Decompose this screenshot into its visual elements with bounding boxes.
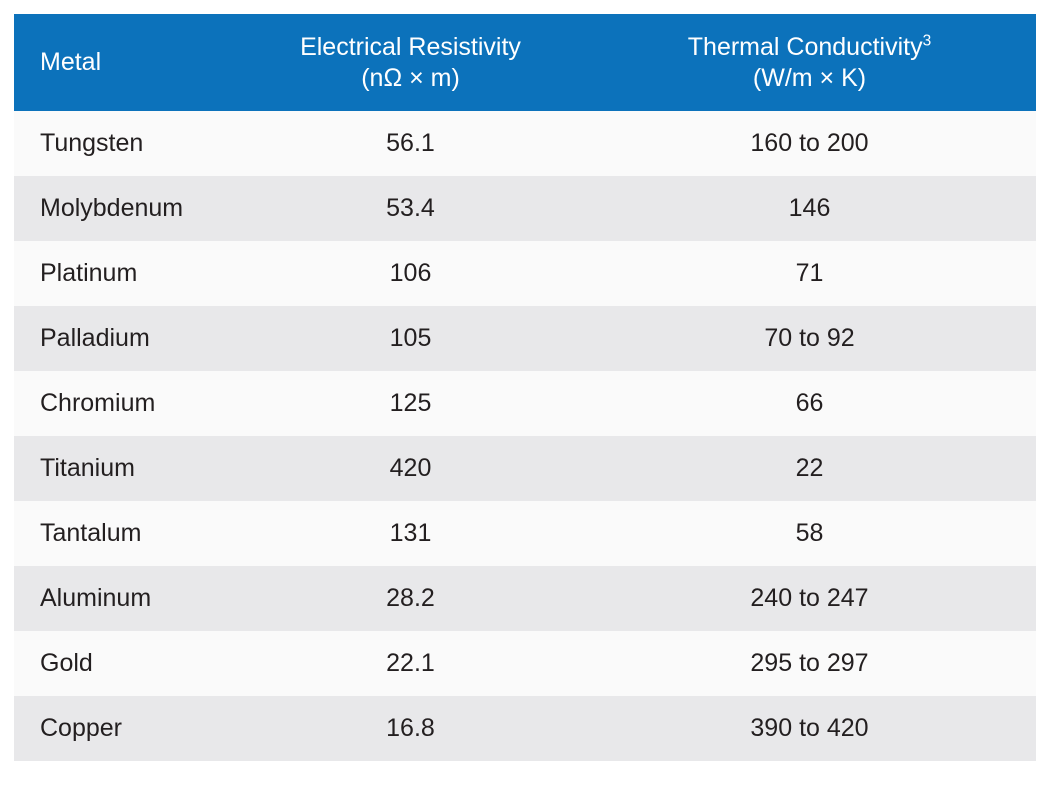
cell-conductivity: 22 (583, 436, 1036, 501)
cell-metal: Molybdenum (14, 176, 238, 241)
column-header-conductivity-footnote: 3 (922, 32, 932, 50)
column-header-metal (14, 14, 238, 111)
cell-resistivity: 125 (238, 371, 583, 436)
cell-conductivity: 160 to 200 (583, 111, 1036, 176)
cell-metal: Titanium (14, 436, 238, 501)
column-header-conductivity-unit: (W/m × K) (752, 63, 867, 92)
cell-resistivity: 105 (238, 306, 583, 371)
table-row (14, 696, 1036, 761)
table-row (14, 176, 1036, 241)
cell-metal: Aluminum (14, 566, 238, 631)
cell-conductivity: 66 (583, 371, 1036, 436)
column-header-conductivity-label: Thermal Conductivity (687, 33, 923, 61)
column-header-metal-label: Metal (40, 48, 102, 77)
table-row (14, 631, 1036, 696)
cell-metal: Copper (14, 696, 238, 761)
metal-properties-table (14, 14, 1036, 761)
cell-conductivity: 295 to 297 (583, 631, 1036, 696)
cell-resistivity: 16.8 (238, 696, 583, 761)
table-row (14, 436, 1036, 501)
cell-metal: Tungsten (14, 111, 238, 176)
cell-metal: Gold (14, 631, 238, 696)
table-row (14, 306, 1036, 371)
cell-resistivity: 420 (238, 436, 583, 501)
cell-resistivity: 131 (238, 501, 583, 566)
cell-resistivity: 22.1 (238, 631, 583, 696)
cell-metal: Tantalum (14, 501, 238, 566)
column-header-resistivity-unit: (nΩ × m) (361, 63, 460, 92)
cell-resistivity: 53.4 (238, 176, 583, 241)
table-row (14, 566, 1036, 631)
cell-conductivity: 390 to 420 (583, 696, 1036, 761)
cell-resistivity: 106 (238, 241, 583, 306)
column-header-resistivity-label: Electrical Resistivity (300, 33, 521, 61)
table-row (14, 111, 1036, 176)
table-header (14, 14, 1036, 111)
table-body (14, 111, 1036, 761)
cell-metal: Platinum (14, 241, 238, 306)
cell-metal: Chromium (14, 371, 238, 436)
cell-conductivity: 146 (583, 176, 1036, 241)
cell-conductivity: 70 to 92 (583, 306, 1036, 371)
cell-conductivity: 71 (583, 241, 1036, 306)
table-row (14, 371, 1036, 436)
cell-resistivity: 28.2 (238, 566, 583, 631)
table-header-row (14, 14, 1036, 111)
table-row (14, 501, 1036, 566)
cell-resistivity: 56.1 (238, 111, 583, 176)
cell-conductivity: 240 to 247 (583, 566, 1036, 631)
cell-metal: Palladium (14, 306, 238, 371)
cell-conductivity: 58 (583, 501, 1036, 566)
column-header-conductivity (583, 14, 1036, 111)
table-row (14, 241, 1036, 306)
column-header-resistivity (238, 14, 583, 111)
